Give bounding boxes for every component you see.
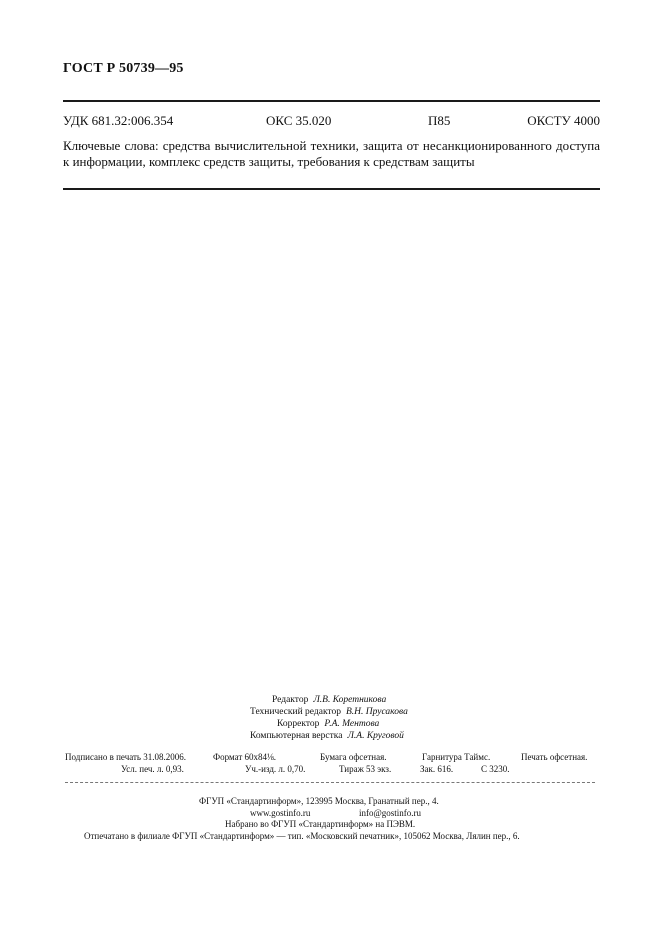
font-info: Гарнитура Таймс. (422, 752, 491, 762)
s-info: С 3230. (481, 764, 510, 774)
credit-role: Редактор (272, 695, 309, 705)
order-info: Зак. 616. (420, 764, 454, 774)
bottom-rule (63, 188, 600, 190)
credit-editor (272, 694, 386, 707)
signed-date: Подписано в печать 31.08.2006. (65, 752, 187, 762)
dashed-separator (65, 782, 595, 783)
credit-corrector (277, 718, 379, 731)
credit-tech-editor (250, 706, 408, 719)
usl-info: Усл. печ. л. 0,93. (121, 764, 184, 774)
format-info: Формат 60x84⅛. (213, 752, 277, 762)
credit-layout (250, 730, 404, 743)
credit-role: Компьютерная верстка (250, 731, 343, 741)
credit-role: Технический редактор (250, 707, 341, 717)
tirazh-info: Тираж 53 экз. (339, 764, 392, 774)
credit-role: Корректор (277, 719, 320, 729)
printed-note: Отпечатано в филиале ФГУП «Стандартинформ» — тип. «Московский печатник», 105062 Москва, Лялин пер., 6. (84, 830, 520, 841)
print-info: Печать офсетная. (521, 752, 588, 762)
top-rule (63, 100, 600, 102)
oks-code: ОКС 35.020 (266, 113, 332, 128)
paper-info: Бумага офсетная. (320, 752, 387, 762)
keywords-paragraph: Ключевые слова: средства вычислительной техники, защита от несанкционированного доступа к информации, комплекс средств защиты, требования к средствам защиты (63, 138, 600, 169)
credit-person: Л.В. Коретникова (313, 695, 387, 705)
publisher-email: info@gostinfo.ru (359, 807, 422, 818)
publisher-website: www.gostinfo.ru (250, 807, 311, 818)
udk-code: УДК 681.32:006.354 (63, 113, 174, 128)
typeset-note: Набрано во ФГУП «Стандартинформ» на ПЭВМ. (225, 819, 416, 829)
standard-number: ГОСТ Р 50739—95 (63, 61, 184, 76)
uch-info: Уч.-изд. л. 0,70. (245, 764, 306, 774)
credit-person: Р.А. Ментова (324, 719, 380, 729)
okstu-code: ОКСТУ 4000 (527, 113, 600, 128)
publisher-address: ФГУП «Стандартинформ», 123995 Москва, Гранатный пер., 4. (199, 796, 439, 806)
credit-person: В.Н. Прусакова (345, 707, 408, 717)
p-code: П85 (428, 113, 451, 128)
credit-person: Л.А. Круговой (347, 731, 404, 741)
